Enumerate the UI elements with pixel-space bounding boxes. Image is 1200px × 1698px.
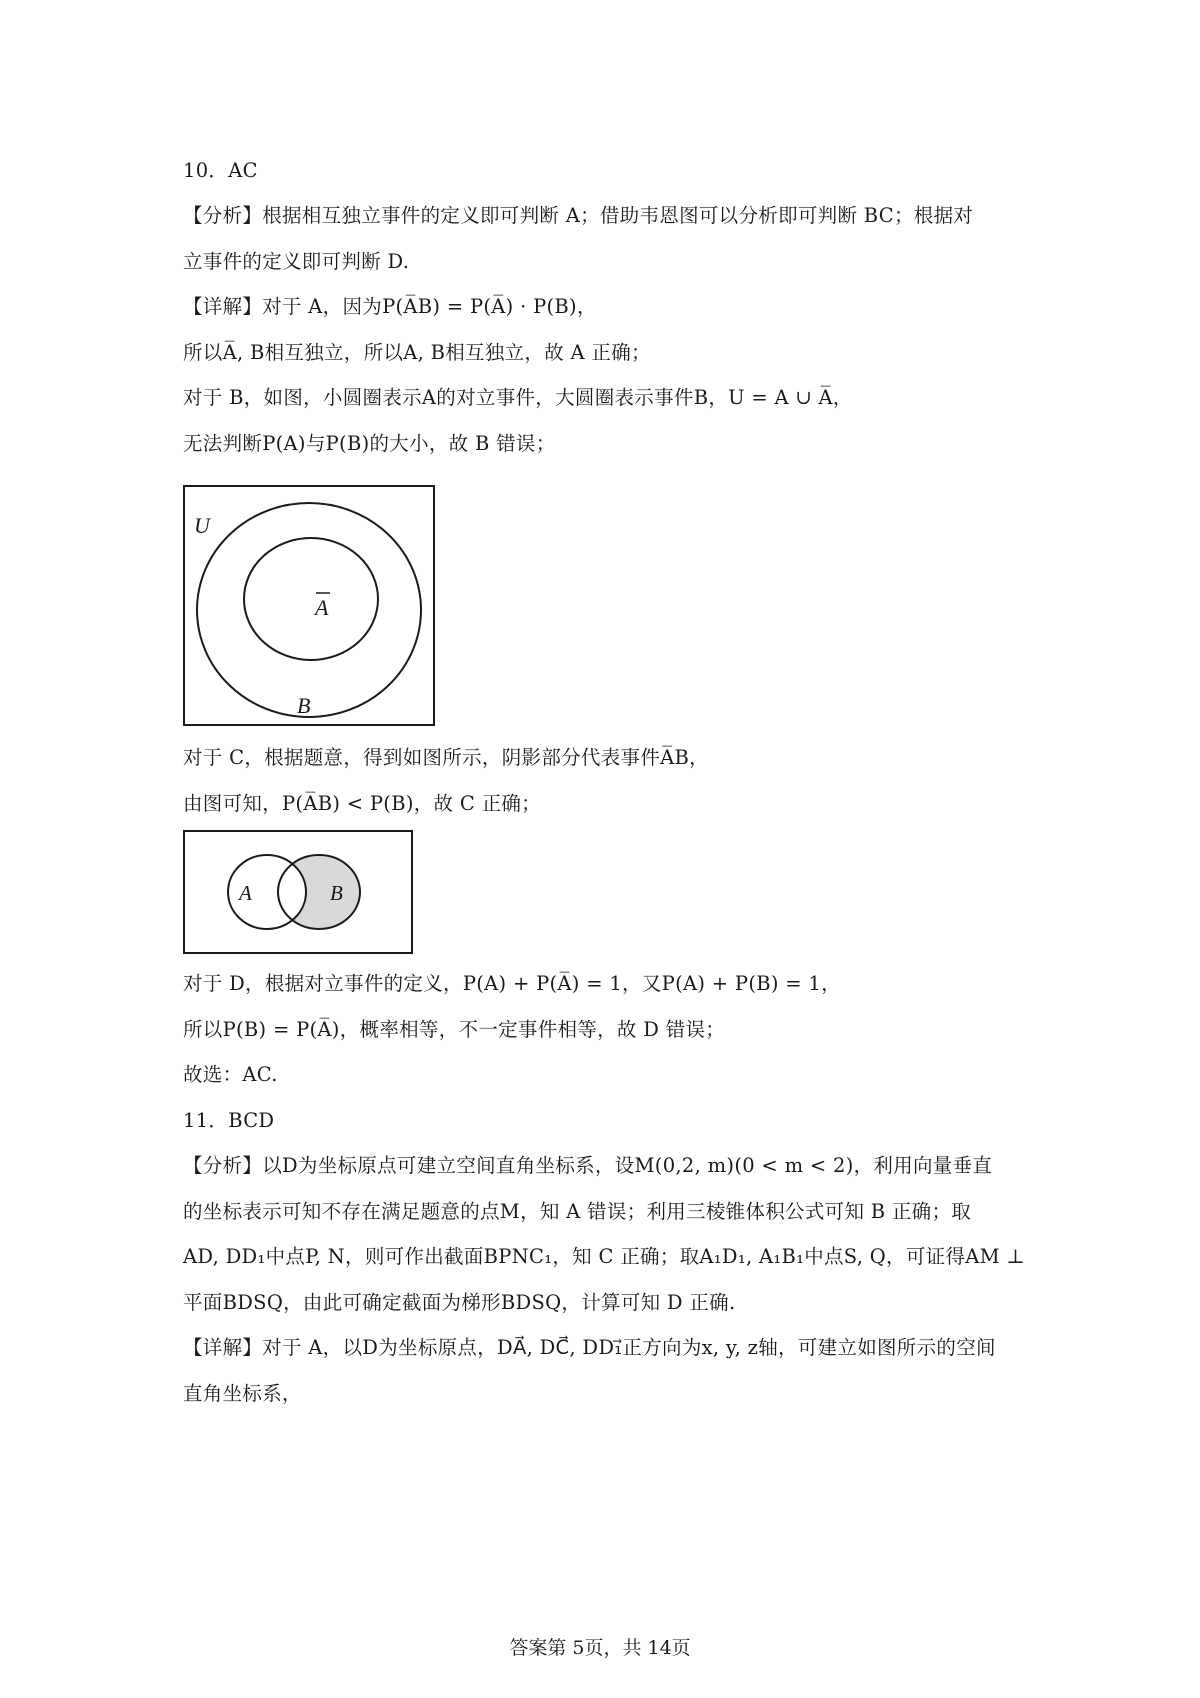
line-q11-analysis-2: 的坐标表示可知不存在满足题意的点M，知 A 错误；利用三棱锥体积公式可知 B 正确；取: [183, 1200, 972, 1223]
label-a: A: [239, 881, 252, 905]
line-detail-c: 对于 C，根据题意，得到如图所示，阴影部分代表事件A̅B，: [183, 746, 709, 769]
line-q11-analysis-4: 平面BDSQ，由此可确定截面为梯形BDSQ，计算可知 D 正确.: [183, 1291, 736, 1314]
venn-figure-complement: [183, 485, 435, 726]
universe-box: [184, 486, 434, 725]
line-detail-d-2: 所以P(B) = P(A̅)，概率相等，不一定事件相等，故 D 错误；: [183, 1018, 726, 1041]
venn-figure-intersection: [183, 830, 413, 954]
line-analysis-2: 立事件的定义即可判断 D.: [183, 250, 410, 273]
line-analysis-1: 【分析】根据相互独立事件的定义即可判断 A；借助韦恩图可以分析即可判断 BC；根据对: [183, 204, 974, 227]
label-a-bar: A: [315, 595, 329, 620]
line-q11-analysis-1: 【分析】以D为坐标原点可建立空间直角坐标系，设M(0,2, m)(0 < m < 2)，利用向量垂直: [183, 1154, 993, 1177]
label-b: B: [330, 881, 343, 905]
line-detail-c-2: 由图可知，P(A̅B) < P(B)，故 C 正确；: [183, 792, 541, 815]
line-q11-analysis-3: AD, DD₁中点P, N，则可作出截面BPNC₁，知 C 正确；取A₁D₁, A₁B₁中点S, Q，可证得AM ⊥: [183, 1245, 1026, 1268]
circle-b: [197, 503, 421, 717]
label-u: U: [194, 513, 210, 538]
line-q10-answer: 10．AC: [183, 159, 258, 182]
line-detail-b: 对于 B，如图，小圆圈表示A的对立事件，大圆圈表示事件B，U = A ∪ A̅，: [183, 386, 853, 409]
line-q11-detail-2: 直角坐标系，: [183, 1382, 302, 1405]
line-detail-d: 对于 D，根据对立事件的定义，P(A) + P(A̅) = 1，又P(A) + P(B) = 1，: [183, 972, 841, 995]
line-q11-answer: 11．BCD: [183, 1109, 275, 1132]
line-conclusion-q10: 故选：AC.: [183, 1063, 278, 1086]
label-b: B: [297, 693, 311, 718]
line-detail-b-2: 无法判断P(A)与P(B)的大小，故 B 错误；: [183, 432, 556, 455]
line-q11-detail-1: 【详解】对于 A，以D为坐标原点，DA⃗, DC⃗, DD₁⃗正方向为x, y, z轴，可建立如图所示的空间: [183, 1336, 996, 1359]
line-detail-a-2: 所以A̅, B相互独立，所以A, B相互独立，故 A 正确；: [183, 341, 651, 364]
page-footer: 答案第 5页，共 14页: [509, 1637, 691, 1659]
circle-a-complement: [244, 538, 378, 660]
line-detail-a: 【详解】对于 A，因为P(A̅B) = P(A̅) · P(B)，: [183, 295, 597, 318]
